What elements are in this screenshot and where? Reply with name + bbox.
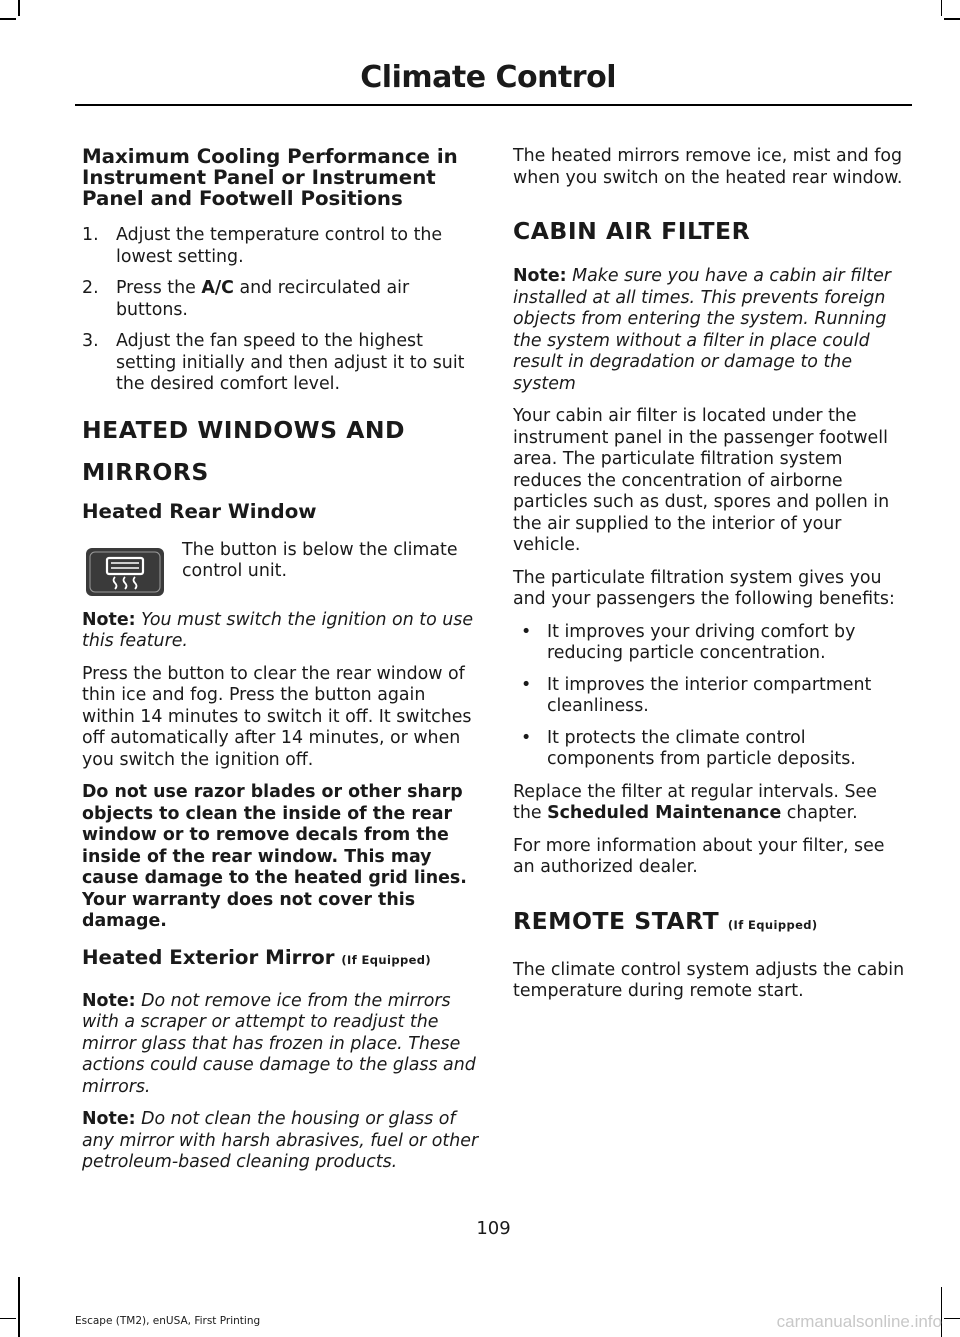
steps-list bbox=[82, 225, 482, 396]
page-title: Climate Control bbox=[360, 60, 616, 95]
heated-windows-heading: HEATED WINDOWS AND MIRRORS bbox=[82, 415, 406, 486]
paragraph: The climate control system adjusts the cabin temperature during remote start. bbox=[513, 959, 905, 1001]
max-cooling-heading: Maximum Cooling Performance in Instrument Panel or Instrument Panel and Footwell Positions bbox=[82, 145, 458, 210]
mirror-heading: Heated Exterior Mirror (If Equipped) bbox=[82, 945, 432, 969]
list-item: • It protects the climate control components from particle deposits. bbox=[521, 727, 856, 769]
right-column bbox=[513, 146, 909, 1014]
remote-start-heading: REMOTE START (If Equipped) bbox=[513, 906, 818, 935]
warning-text: Do not use razor blades or other sharp objects to clean the inside of the rear window or to remove decals from the inside of the rear window. This may cause damage to the heated grid lines. Your warranty does not cover this damage. bbox=[82, 782, 467, 931]
header-divider bbox=[75, 104, 912, 106]
paragraph: For more information about your filter, see an authorized dealer. bbox=[513, 835, 885, 877]
list-item: • It improves the interior compartment cleanliness. bbox=[521, 674, 872, 716]
rear-window-heading: Heated Rear Window bbox=[82, 499, 317, 523]
rear-window-block bbox=[82, 540, 482, 602]
list-item: • It improves your driving comfort by reducing particle concentration. bbox=[521, 621, 856, 663]
note: Note: Do not clean the housing or glass of any mirror with harsh abrasives, fuel or other petroleum-based cleaning products. bbox=[82, 1109, 479, 1172]
paragraph: The heated mirrors remove ice, mist and fog when you switch on the heated rear window. bbox=[513, 146, 903, 188]
benefits-list bbox=[513, 622, 909, 771]
note: Note: Do not remove ice from the mirrors with a scraper or attempt to readjust the mirror glass that has frozen in place. These actions could cause damage to the glass and mirrors. bbox=[82, 990, 476, 1097]
rear-defrost-icon bbox=[86, 548, 164, 596]
crop-mark bbox=[941, 0, 943, 16]
crop-mark bbox=[18, 0, 20, 16]
note: Note: You must switch the ignition on to use this feature. bbox=[82, 609, 474, 651]
note: Note: Make sure you have a cabin air filter installed at all times. This prevents foreign objects from entering the system. Running the system without a filter in place could result in degradation or damage to the system bbox=[513, 266, 891, 394]
paragraph: The particulate filtration system gives you and your passengers the following benefits: bbox=[513, 567, 895, 609]
list-item: 1. Adjust the temperature control to the lowest setting. bbox=[82, 225, 443, 267]
chapter-reference: Scheduled Maintenance bbox=[547, 803, 782, 823]
crop-mark bbox=[0, 1318, 16, 1320]
paragraph: Replace the filter at regular intervals. See the Scheduled Maintenance chapter. bbox=[513, 781, 877, 823]
crop-mark bbox=[18, 1277, 20, 1337]
cabin-air-filter-heading: CABIN AIR FILTER bbox=[513, 217, 751, 245]
crop-mark bbox=[0, 18, 16, 20]
rear-window-text: The button is below the climate control unit. bbox=[182, 539, 458, 581]
ac-button-ref: A/C bbox=[201, 278, 234, 298]
watermark: carmanualsonline.info bbox=[776, 1312, 942, 1331]
crop-mark bbox=[944, 1318, 960, 1320]
paragraph: Your cabin air filter is located under the instrument panel in the passenger footwell area. The particulate filtration system reduces the concentration of airborne particles such as dust, spores and pollen in the air supplied to the interior of your vehicle. bbox=[513, 406, 890, 555]
footer-text: Escape (TM2), enUSA, First Printing bbox=[75, 1315, 261, 1327]
list-item: 2. Press the A/C and recirculated air buttons. bbox=[82, 278, 410, 320]
page-number: 109 bbox=[476, 1218, 511, 1239]
list-item: 3. Adjust the fan speed to the highest setting initially and then adjust it to suit the desired comfort level. bbox=[82, 331, 465, 394]
paragraph: Press the button to clear the rear window of thin ice and fog. Press the button again within 14 minutes to switch it off. It switches off automatically after 14 minutes, or when you switch the ignition off. bbox=[82, 663, 472, 770]
crop-mark bbox=[944, 18, 960, 20]
left-column bbox=[82, 146, 482, 1185]
